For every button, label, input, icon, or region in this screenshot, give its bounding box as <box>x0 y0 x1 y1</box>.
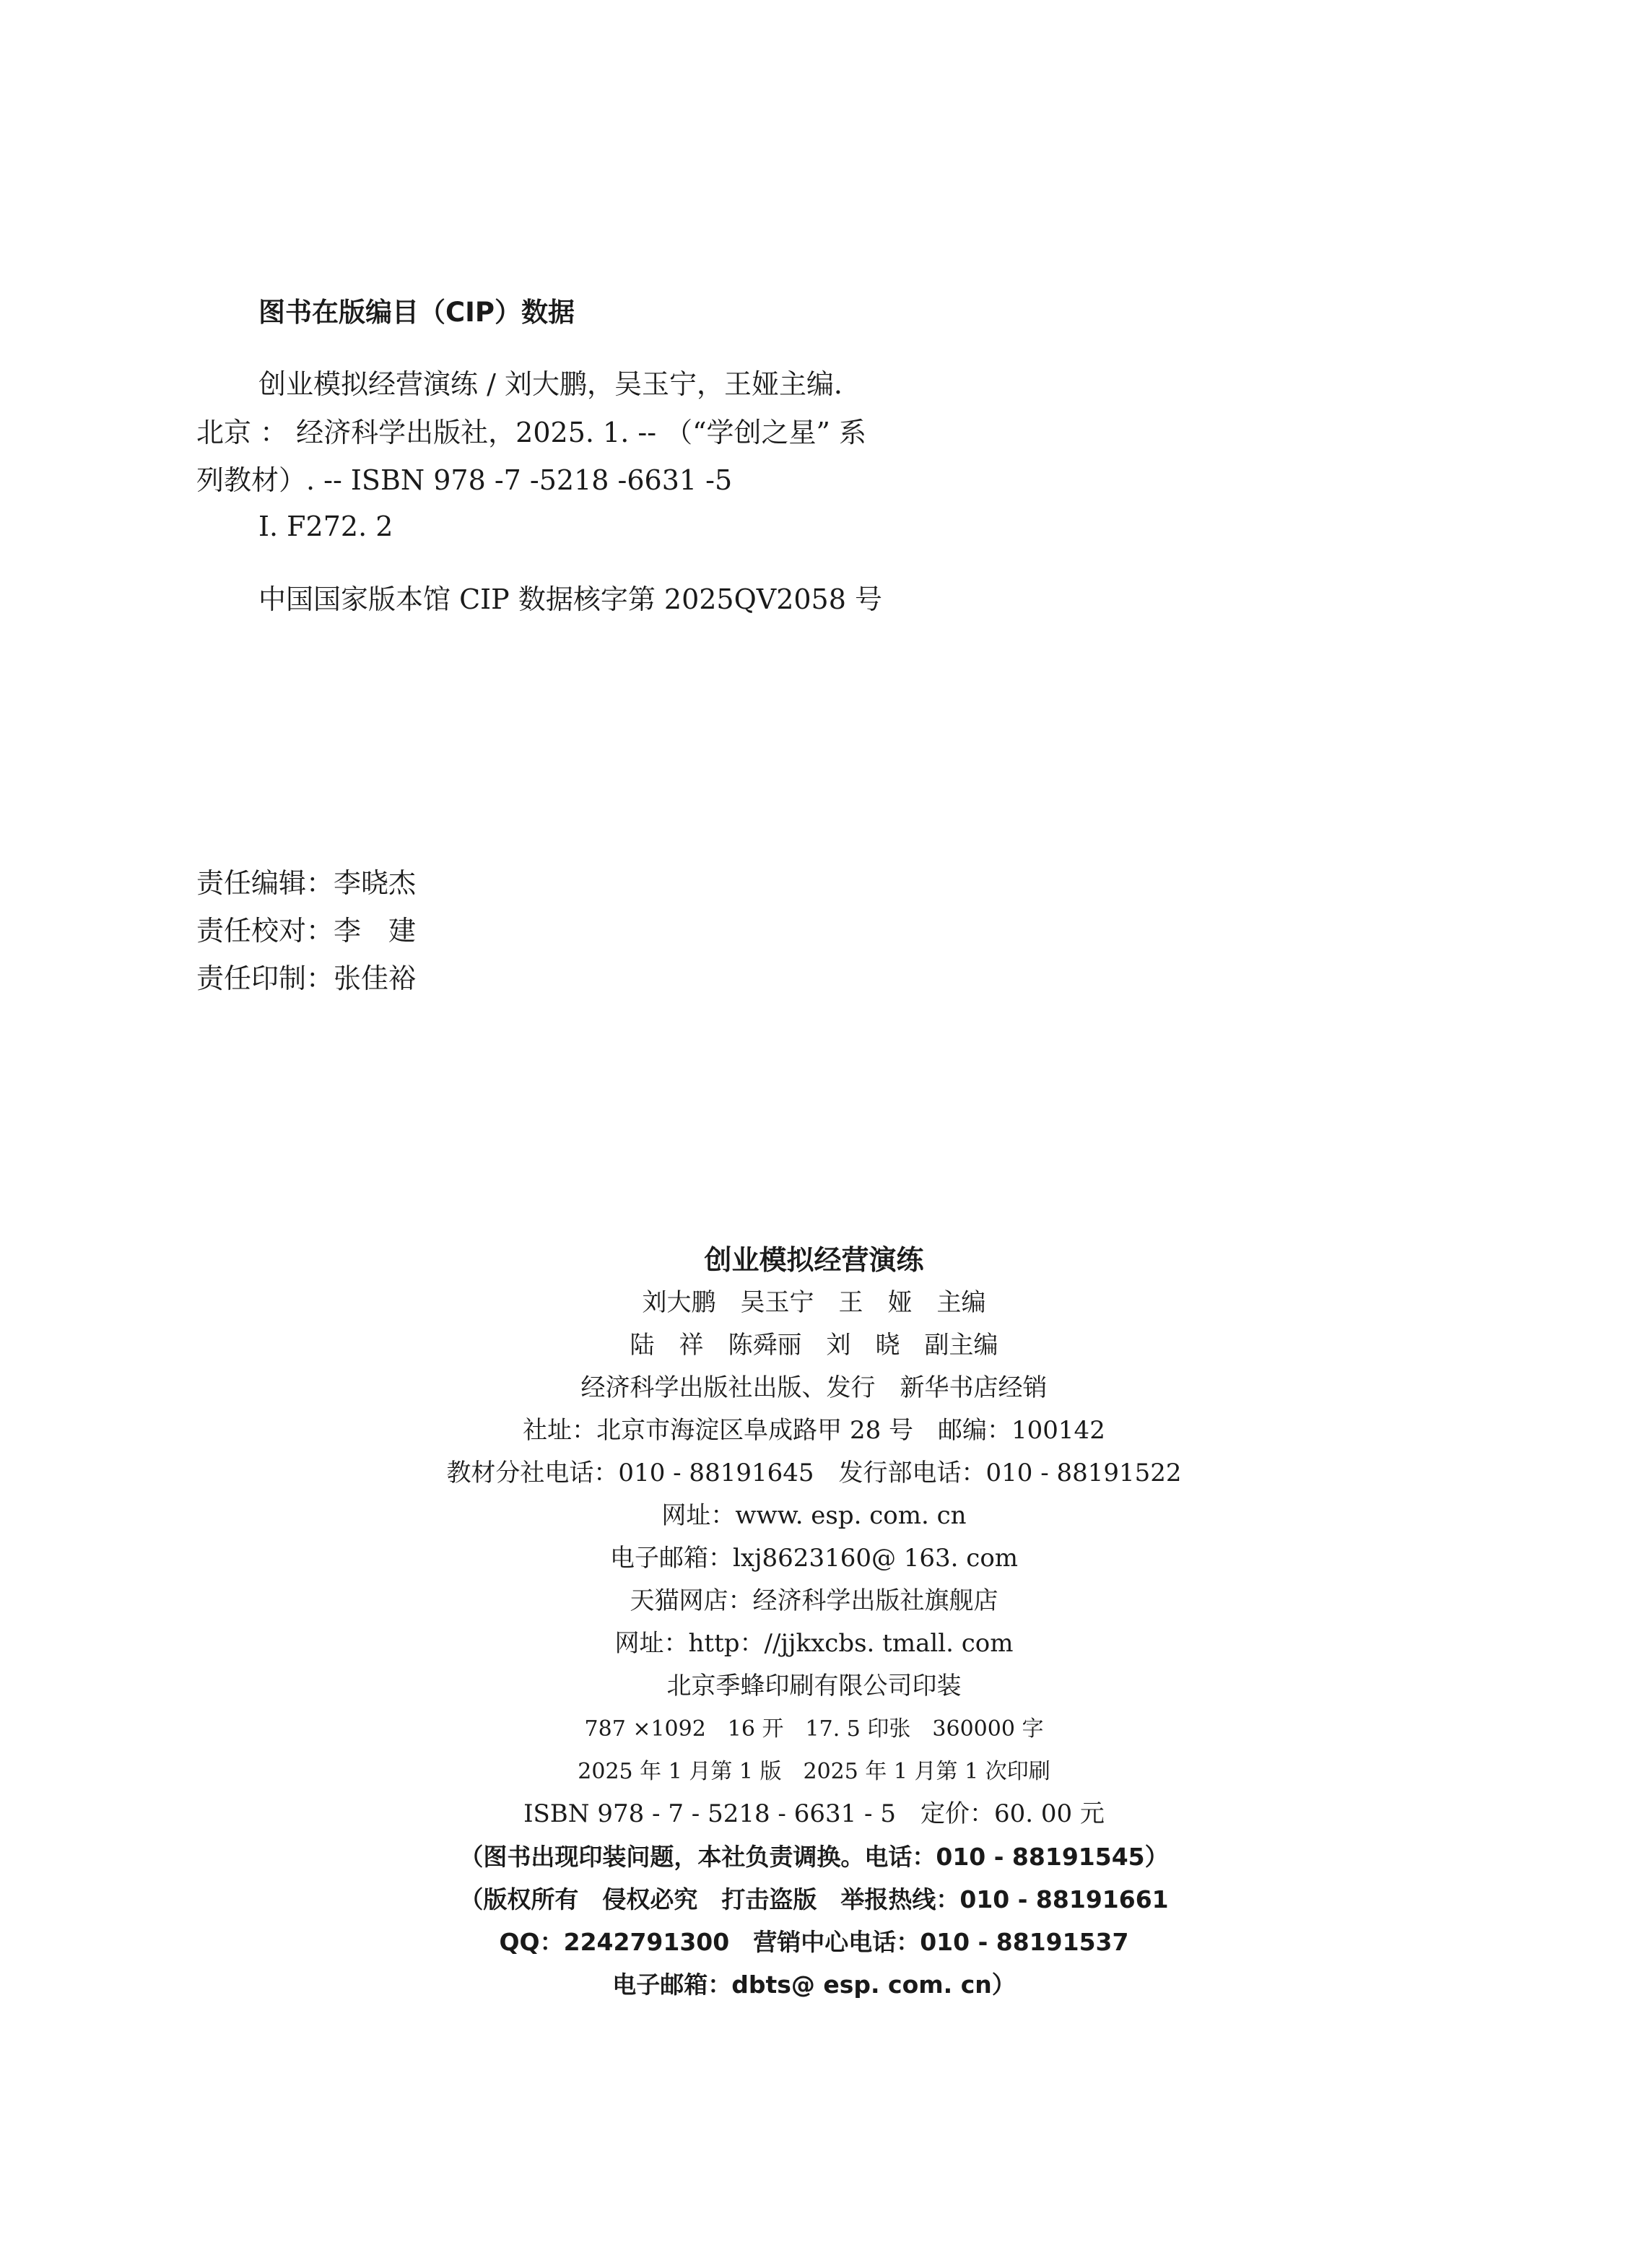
colophon-email: 电子邮箱：lxj8623160@ 163. com <box>609 1544 1019 1573</box>
responsible-editor: 责任编辑：李晓杰 <box>196 867 417 899</box>
responsible-printing: 责任印制：张佳裕 <box>196 963 417 994</box>
colophon-address: 社址：北京市海淀区阜成路甲 28 号 邮编：100142 <box>523 1416 1105 1445</box>
colophon-notice-copyright: （版权所有 侵权必究 打击盗版 举报热线：010 - 88191661 <box>459 1885 1169 1913</box>
colophon-format: 787 ×1092 16 开 17. 5 印张 360000 字 <box>584 1716 1044 1742</box>
cip-heading: 图书在版编目（CIP）数据 <box>258 297 575 328</box>
colophon-publisher: 经济科学出版社出版、发行 新华书店经销 <box>580 1373 1048 1402</box>
colophon-notice-email: 电子邮箱：dbts@ esp. com. cn） <box>612 1971 1016 1999</box>
colophon-book-title: 创业模拟经营演练 <box>704 1244 924 1276</box>
colophon-isbn-price: ISBN 978 - 7 - 5218 - 6631 - 5 定价：60. 00 元 <box>523 1799 1105 1828</box>
colophon-notice-contact: QQ：2242791300 营销中心电话：010 - 88191537 <box>499 1928 1129 1956</box>
colophon <box>0 1239 1628 2006</box>
cip-publication-line: 北京 ： 经济科学出版社，2025. 1. -- （“学创之星” 系 <box>196 417 867 448</box>
colophon-tmall-store: 天猫网店：经济科学出版社旗舰店 <box>630 1586 998 1615</box>
colophon-website: 网址：www. esp. com. cn <box>661 1501 967 1530</box>
colophon-printer: 北京季蜂印刷有限公司印装 <box>666 1672 962 1700</box>
responsible-proofreader: 责任校对：李 建 <box>196 915 417 947</box>
cip-isbn-line: 列教材）. -- ISBN 978 -7 -5218 -6631 -5 <box>196 464 733 496</box>
colophon-deputy-editors: 陆 祥 陈舜丽 刘 晓 副主编 <box>630 1331 998 1360</box>
colophon-notice-printing: （图书出现印装问题，本社负责调换。电话：010 - 88191545） <box>459 1843 1169 1871</box>
cip-classification-line: Ⅰ. F272. 2 <box>258 510 393 542</box>
cip-record-number: 中国国家版本馆 CIP 数据核字第 2025QV2058 号 <box>258 583 882 615</box>
colophon-phones: 教材分社电话：010 - 88191645 发行部电话：010 - 88191522 <box>446 1459 1182 1487</box>
colophon-edition: 2025 年 1 月第 1 版 2025 年 1 月第 1 次印刷 <box>578 1759 1050 1784</box>
colophon-editors: 刘大鹏 吴玉宁 王 娅 主编 <box>642 1288 986 1317</box>
colophon-tmall-url: 网址：http：//jjkxcbs. tmall. com <box>614 1629 1014 1658</box>
cip-title-line: 创业模拟经营演练 / 刘大鹏，吴玉宁，王娅主编． <box>258 368 861 400</box>
